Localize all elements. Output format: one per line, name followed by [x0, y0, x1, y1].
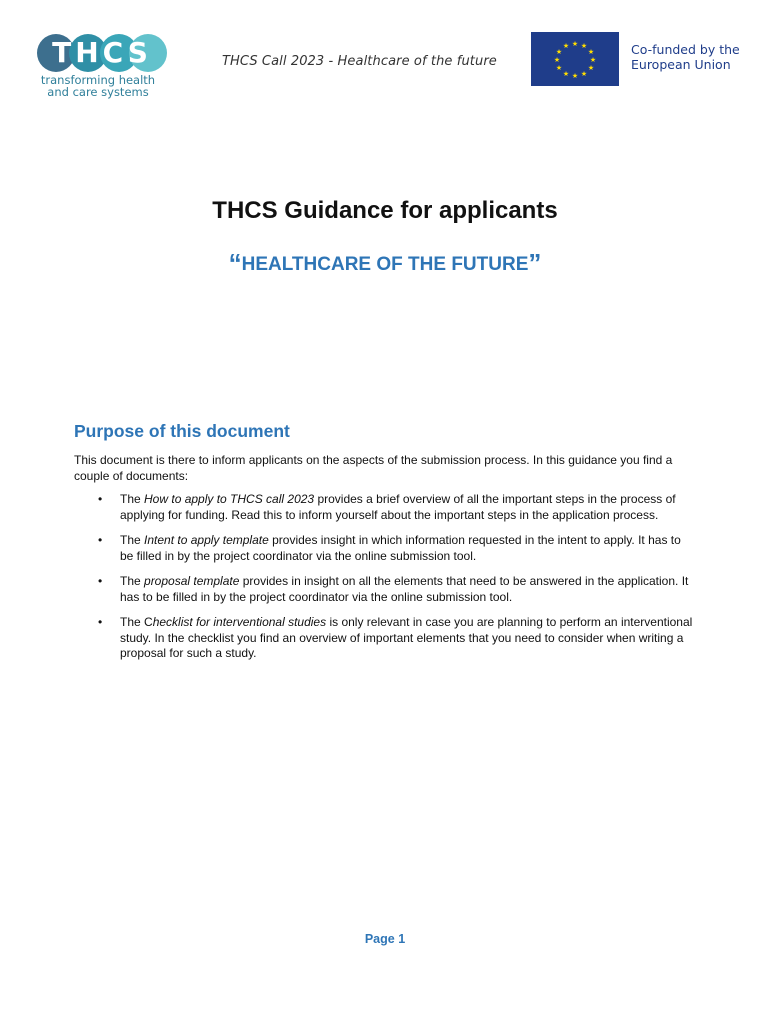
- svg-text:★: ★: [562, 42, 570, 50]
- document-title: THCS Guidance for applicants: [212, 197, 558, 224]
- page-number: Page 1: [364, 932, 406, 946]
- svg-text:★: ★: [589, 56, 597, 64]
- item-emphasis: How to apply to THCS call 2023: [144, 492, 315, 506]
- item-prefix: The: [120, 574, 145, 588]
- item-text: provides a brief overview of all the important steps in the process of applying for funding. Read this to inform yourself about the important steps in the application process.: [120, 492, 676, 522]
- item-emphasis: hecklist for interventional studies: [152, 615, 327, 629]
- svg-text:★: ★: [555, 64, 563, 72]
- svg-text:★: ★: [587, 48, 595, 56]
- svg-text:★: ★: [555, 48, 563, 56]
- bullet-icon: •: [98, 533, 103, 547]
- item-emphasis: Intent to apply template: [144, 533, 269, 547]
- svg-text:★: ★: [562, 70, 570, 78]
- eu-line1: Co-funded by the: [631, 42, 740, 57]
- subtitle-text: HEALTHCARE OF THE FUTURE: [241, 254, 529, 275]
- item-prefix: The: [120, 492, 145, 506]
- item-text: provides in insight on all the elements that need to be answered in the application. It has to be filled in by the project coordinator via the online submission tool.: [120, 574, 689, 604]
- logo-tagline-line2: and care systems: [47, 85, 149, 99]
- thcs-logo-text: THCS: [52, 36, 152, 69]
- svg-text:★: ★: [553, 56, 561, 64]
- bullet-icon: •: [98, 574, 103, 588]
- bullet-icon: •: [98, 492, 103, 506]
- header-caption: THCS Call 2023 - Healthcare of the future: [222, 54, 497, 69]
- item-text: is only relevant in case you are planning to perform an interventional study. In the checklist you find an overview of important elements that you need to consider when writing a proposal for such a study.: [120, 615, 693, 660]
- list-item: [74, 533, 694, 564]
- section-heading: Purpose of this document: [74, 421, 290, 441]
- logo-tagline-line1: transforming health: [40, 73, 156, 87]
- item-emphasis: proposal template: [144, 574, 240, 588]
- close-quote: ”: [528, 248, 542, 278]
- eu-cofunded-label: [631, 42, 740, 72]
- eu-line2: European Union: [631, 57, 731, 72]
- list-item: [74, 492, 694, 523]
- bullet-icon: •: [98, 615, 103, 629]
- svg-text:★: ★: [580, 70, 588, 78]
- document-subtitle: [0, 248, 770, 279]
- thcs-logo-mark: [34, 32, 174, 76]
- logo-tagline: [36, 74, 160, 98]
- svg-text:★: ★: [587, 64, 595, 72]
- open-quote: “: [228, 248, 242, 278]
- item-prefix: The C: [120, 615, 153, 629]
- list-item: [74, 615, 694, 662]
- section-intro: This document is there to inform applicants on the aspects of the submission process. In this guidance you find a couple of documents:: [74, 453, 673, 483]
- item-text: provides insight in which information requested in the intent to apply. It has to be filled in by the project coordinator via the online submission tool.: [120, 533, 681, 563]
- svg-text:★: ★: [571, 40, 579, 48]
- svg-text:★: ★: [580, 42, 588, 50]
- eu-flag-icon: [531, 32, 619, 86]
- svg-text:★: ★: [571, 72, 579, 80]
- list-item: [74, 574, 694, 605]
- item-prefix: The: [120, 533, 145, 547]
- document-list: [74, 492, 694, 672]
